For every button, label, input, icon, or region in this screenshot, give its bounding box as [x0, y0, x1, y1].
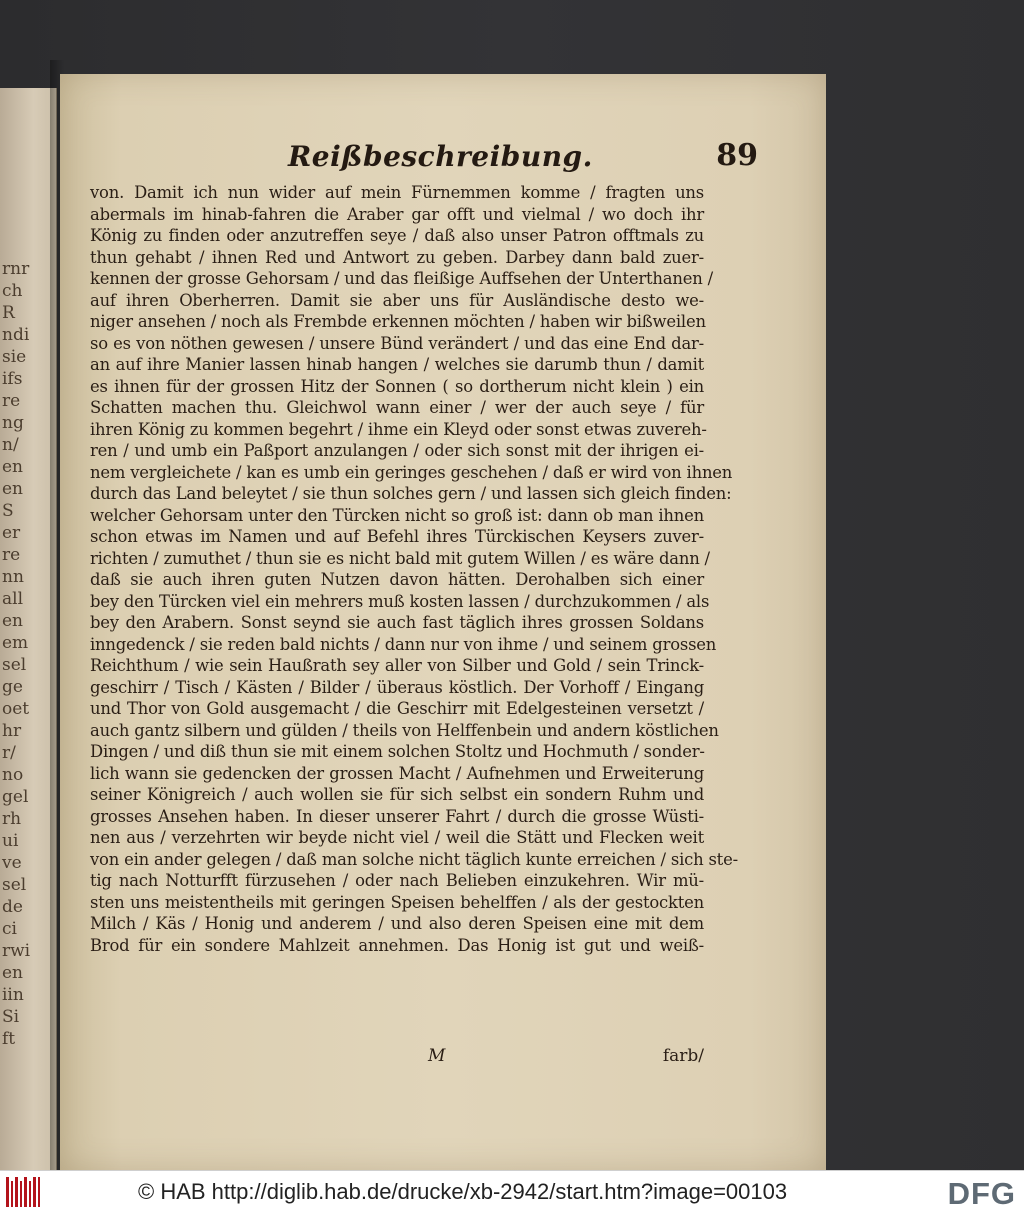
text-line: von ein ander gelegen / daß man solche nicht täglich kunte erreichen / sich ste-: [90, 849, 738, 869]
previous-page-fragment: em: [2, 633, 29, 653]
text-line: so es von nöthen gewesen / unsere Bünd verändert / und das eine End dar-: [90, 333, 704, 353]
text-line: Milch / Käs / Honig und anderem / und also deren Speisen eine mit dem: [90, 914, 704, 933]
text-line: sten uns meistentheils mit geringen Speisen behelffen / als der gestockten: [90, 892, 704, 912]
text-line: thun gehabt / ihnen Red und Antwort zu geben. Darbey dann bald zuer-: [90, 247, 704, 267]
text-line: kennen der grosse Gehorsam / und das fleißige Auffsehen der Unterthanen /: [90, 269, 713, 288]
previous-page-fragment: ft: [2, 1029, 16, 1049]
text-line: nem vergleichete / kan es umb ein geringes geschehen / daß er wird von ihnen: [90, 462, 733, 482]
previous-page-fragment: ve: [2, 853, 22, 873]
text-line: richten / zumuthet / thun sie es nicht bald mit gutem Willen / es wäre dann /: [90, 548, 710, 568]
previous-page-fragment: en: [2, 457, 24, 477]
previous-page-fragment: n/: [2, 435, 19, 455]
previous-page-fragment: re: [2, 391, 21, 411]
text-line: von. Damit ich nun wider auf mein Fürnemmen komme / fragten uns: [90, 183, 704, 202]
book-page: [60, 74, 826, 1170]
text-line: ren / und umb ein Paßport anzulangen / oder sich sonst mit der ihrigen ei-: [90, 441, 704, 460]
previous-page-fragment: en: [2, 479, 24, 499]
previous-page-fragment: all: [2, 589, 24, 609]
running-head: [288, 138, 758, 178]
text-line: auf ihren Oberherren. Damit sie aber uns für Ausländische desto we-: [90, 290, 704, 310]
hab-logo-icon[interactable]: [6, 1177, 40, 1207]
previous-page-fragment: ifs: [2, 369, 23, 389]
previous-page-fragment: en: [2, 611, 24, 631]
text-line: grosses Ansehen haben. In dieser unserer Fahrt / durch die grosse Wüsti-: [90, 806, 704, 826]
text-line: lich wann sie gedencken der grossen Macht / Aufnehmen und Erweiterung: [90, 763, 704, 783]
previous-page-fragment: S: [2, 501, 14, 521]
previous-page-fragment: sel: [2, 875, 27, 895]
previous-page-fragment: gel: [2, 787, 29, 807]
previous-page-fragment: ndi: [2, 325, 30, 345]
text-line: daß sie auch ihren guten Nutzen davon hätten. Derohalben sich einer: [90, 570, 704, 589]
text-line: Dingen / und diß thun sie mit einem solchen Stoltz und Hochmuth / sonder-: [90, 742, 705, 761]
previous-page-fragment: rh: [2, 809, 22, 829]
previous-page-fragment: iin: [2, 985, 24, 1005]
text-line: an auf ihre Manier lassen hinab hangen / welches sie darumb thun / damit: [90, 355, 704, 374]
text-line: bey den Arabern. Sonst seynd sie auch fast täglich ihres grossen Soldans: [90, 613, 704, 632]
previous-page-fragment: re: [2, 545, 21, 565]
text-line: geschirr / Tisch / Kästen / Bilder / überaus köstlich. Der Vorhoff / Eingang: [90, 677, 704, 697]
previous-page-fragment: ge: [2, 677, 23, 697]
previous-page-fragment: rnr: [2, 259, 30, 279]
previous-page-fragment: de: [2, 897, 23, 917]
previous-page-fragment: en: [2, 963, 24, 983]
previous-page-fragment: ci: [2, 919, 17, 939]
previous-page-edge: [0, 88, 57, 1170]
page-number: 89: [716, 138, 758, 173]
text-line: welcher Gehorsam unter den Türcken nicht so groß ist: dann ob man ihnen: [90, 505, 704, 525]
previous-page-fragment: r/: [2, 743, 16, 763]
previous-page-fragment: hr: [2, 721, 22, 741]
running-title: Reißbeschreibung.: [288, 140, 593, 173]
text-line: ihren König zu kommen begehrt / ihme ein Kleyd oder sonst etwas zuvereh-: [90, 419, 707, 439]
footer-bar: [0, 1170, 1024, 1213]
previous-page-fragment: ng: [2, 413, 24, 433]
previous-page-fragment: rwi: [2, 941, 31, 961]
previous-page-fragment: ch: [2, 281, 23, 301]
text-line: inngedenck / sie reden bald nichts / dann nur von ihme / und seinem grossen: [90, 634, 717, 654]
catchword: farb/: [662, 1046, 704, 1066]
text-line: Reichthum / wie sein Haußrath sey aller von Silber und Gold / sein Trinck-: [90, 656, 704, 675]
text-line: schon etwas im Namen und auf Befehl ihres Türckischen Keysers zuver-: [90, 527, 704, 546]
previous-page-fragment: R: [2, 303, 15, 323]
previous-page-fragment: sel: [2, 655, 27, 675]
text-line: niger ansehen / noch als Frembde erkennen möchten / haben wir bißweilen: [90, 312, 706, 331]
previous-page-fragment: no: [2, 765, 24, 785]
text-line: Schatten machen thu. Gleichwol wann einer / wer der auch seye / für: [90, 398, 704, 417]
dfg-logo[interactable]: DFG: [947, 1176, 1016, 1211]
body-text: [90, 182, 738, 956]
previous-page-text-fragments: [0, 258, 56, 1050]
signature-line: [90, 1046, 704, 1072]
previous-page-fragment: nn: [2, 567, 24, 587]
text-line: König zu finden oder anzutreffen seye / daß also unser Patron offtmals zu: [90, 226, 704, 245]
text-line: bey den Türcken viel ein mehrers muß kosten lassen / durchzukommen / als: [90, 591, 710, 611]
previous-page-fragment: sie: [2, 347, 27, 367]
previous-page-fragment: Si: [2, 1007, 20, 1027]
signature-mark: M: [428, 1046, 446, 1066]
text-line: abermals im hinab-fahren die Araber gar offt und vielmal / wo doch ihr: [90, 204, 704, 224]
text-line: es ihnen für der grossen Hitz der Sonnen ( so dortherum nicht klein ) ein: [90, 376, 704, 396]
text-line: nen aus / verzehrten wir beyde nicht viel / weil die Stätt und Flecken weit: [90, 828, 704, 847]
previous-page-fragment: ui: [2, 831, 19, 851]
copyright-link[interactable]: © HAB http://diglib.hab.de/drucke/xb-2942/start.htm?image=00103: [138, 1179, 788, 1204]
text-line: seiner Königreich / auch wollen sie für sich selbst ein sondern Ruhm und: [90, 785, 704, 804]
text-line: auch gantz silbern und gülden / theils von Helffenbein und andern köstlichen: [90, 720, 719, 740]
text-line: tig nach Notturfft fürzusehen / oder nach Belieben einzukehren. Wir mü-: [90, 871, 704, 890]
text-line: durch das Land beleytet / sie thun solches gern / und lassen sich gleich finden:: [90, 484, 732, 503]
previous-page-fragment: er: [2, 523, 21, 543]
text-line: und Thor von Gold ausgemacht / die Geschirr mit Edelgesteinen versetzt /: [90, 699, 704, 718]
previous-page-fragment: oet: [2, 699, 30, 719]
text-line: Brod für ein sondere Mahlzeit annehmen. Das Honig ist gut und weiß-: [90, 935, 704, 955]
